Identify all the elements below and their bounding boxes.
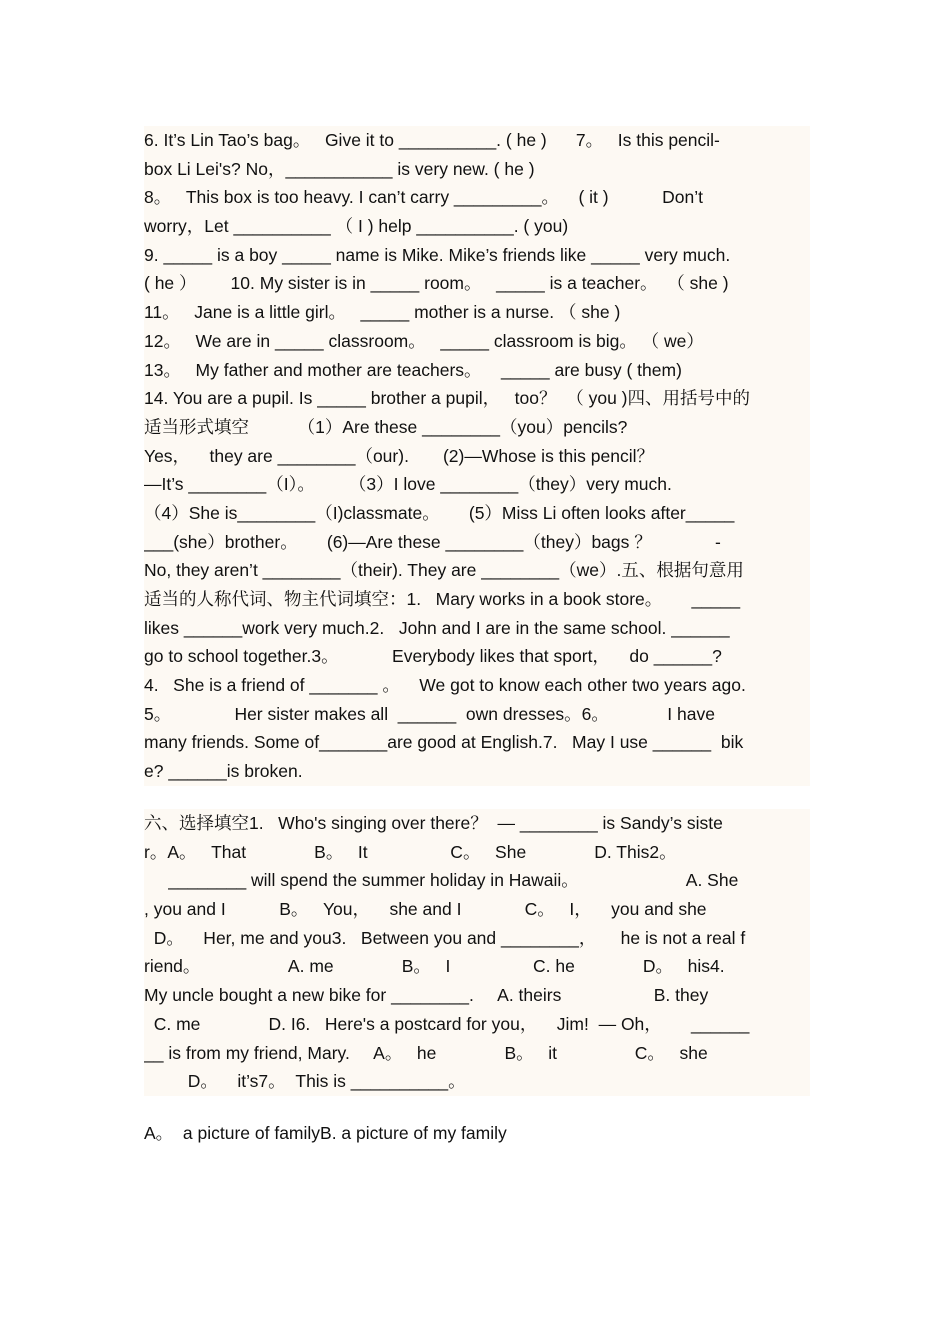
text-line: r。A。 That B。 It C。 She D. This2。 — [144, 838, 810, 867]
text-line: My uncle bought a new bike for ________. A. theirs B. they — [144, 981, 810, 1010]
text-line: box Li Lei's? No，___________ is very new. ( he ) — [144, 155, 810, 184]
exercise-answer-options — [144, 1119, 810, 1148]
text-line: 适当形式填空 （1）Are these ________（you）pencils? — [144, 413, 810, 442]
text-line: ___(she）brother。 (6)—Are these ________（they）bags ？ - — [144, 528, 810, 557]
text-line: 14. You are a pupil. Is _____ brother a pupil， too？ （ you )四、用括号中的 — [144, 384, 810, 413]
text-line: 8。 This box is too heavy. I can’t carry _________。 ( it ) Don’t — [144, 183, 810, 212]
text-line: C. me D. I6. Here's a postcard for you， Jim! — Oh， ______ — [144, 1010, 810, 1039]
text-line: worry，Let __________ （ I ) help __________. ( you) — [144, 212, 810, 241]
text-line: 适当的人称代词、物主代词填空：1. Mary works in a book store。 _____ — [144, 585, 810, 614]
text-line: 六、选择填空1. Who's singing over there？ — ________ is Sandy’s siste — [144, 809, 810, 838]
text-line: 4. She is a friend of _______ 。 We got to know each other two years ago. — [144, 671, 810, 700]
text-line: 13。 My father and mother are teachers。 _____ are busy ( them) — [144, 356, 810, 385]
text-line: 12。 We are in _____ classroom。 _____ classroom is big。 （ we） — [144, 327, 810, 356]
text-line: （4）She is________（I)classmate。 (5）Miss Li often looks after_____ — [144, 499, 810, 528]
text-line: riend。 A. me B。 I C. he D。 his4. — [144, 952, 810, 981]
text-line: No, they aren’t ________（their). They are ________（we）.五、根据句意用 — [144, 556, 810, 585]
text-line: , you and I B。 You， she and I C。 I， you and she — [144, 895, 810, 924]
text-line: go to school together.3。 Everybody likes that sport， do ______? — [144, 642, 810, 671]
text-line: __ is from my friend, Mary. A。 he B。 it C。 she — [144, 1039, 810, 1068]
text-line: 6. It’s Lin Tao’s bag。 Give it to __________. ( he ) 7。 Is this pencil- — [144, 126, 810, 155]
text-line: 5。 Her sister makes all ______ own dresses。6。 I have — [144, 700, 810, 729]
text-line: 11。 Jane is a little girl。 _____ mother is a nurse. （ she ) — [144, 298, 810, 327]
text-line: ( he ） 10. My sister is in _____ room。 _____ is a teacher。 （ she ) — [144, 269, 810, 298]
exercise-section-multiple-choice — [144, 809, 810, 1096]
text-line: e? ______is broken. — [144, 757, 810, 786]
text-line: —It’s ________（I）。 （3）I love ________（they）very much. — [144, 470, 810, 499]
exercise-section-fill-in — [144, 126, 810, 786]
text-line: 9. _____ is a boy _____ name is Mike. Mike’s friends like _____ very much. — [144, 241, 810, 270]
text-line: ________ will spend the summer holiday in Hawaii。 A. She — [144, 866, 810, 895]
text-line: likes ______work very much.2. John and I are in the same school. ______ — [144, 614, 810, 643]
text-line: A。 a picture of familyB. a picture of my family — [144, 1123, 507, 1143]
text-line: many friends. Some of_______are good at English.7. May I use ______ bik — [144, 728, 810, 757]
text-line: D。 Her, me and you3. Between you and ________， he is not a real f — [144, 924, 810, 953]
text-line: Yes， they are ________（our). (2)—Whose is this pencil？ — [144, 442, 810, 471]
text-line: D。 it’s7。 This is __________。 — [144, 1067, 810, 1096]
